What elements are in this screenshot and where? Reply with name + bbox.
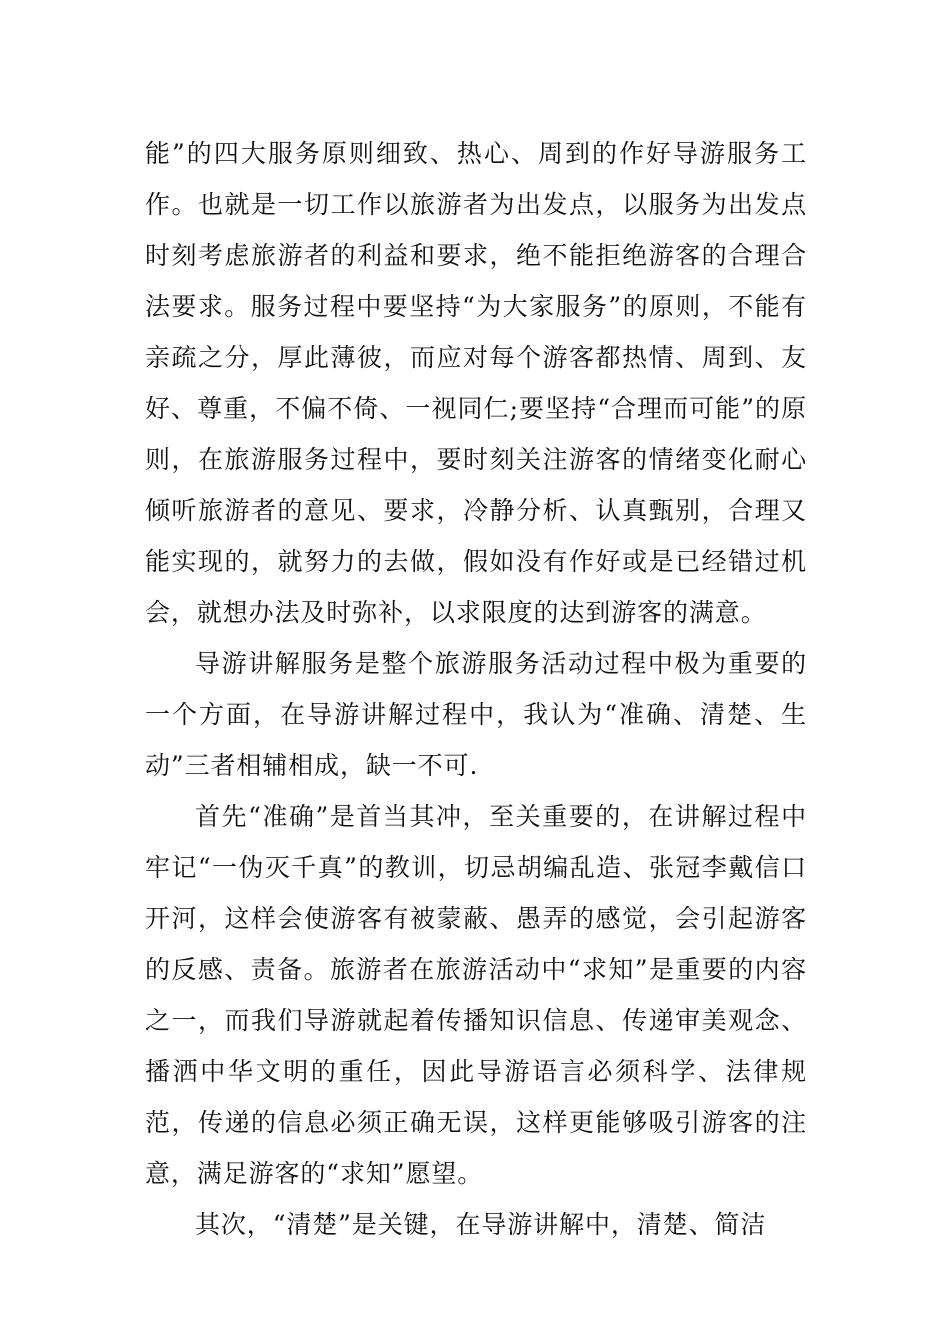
paragraph-continued: 能”的四大服务原则细致、热心、周到的作好导游服务工作。也就是一切工作以旅游者为出发点，以服务为出发点时刻考虑旅游者的利益和要求，绝不能拒绝游客的合理合法要求。服务过程中要坚持“为大家服务”的原则，不能有亲疏之分，厚此薄彼，而应对每个游客都热情、周到、友好、尊重，不偏不倚、一视同仁;要坚持“合理而可能”的原则，在旅游服务过程中，要时刻关注游客的情绪变化耐心倾听旅游者的意见、要求，冷静分析、认真甄别，合理又能实现的，就努力的去做，假如没有作好或是已经错过机会，就想办法及时弥补，以求限度的达到游客的满意。 [145, 139, 807, 627]
document-body [145, 128, 807, 1250]
paragraph-clarity: 其次，“清楚”是关键，在导游讲解中，清楚、简洁 [195, 1210, 767, 1239]
paragraph-guide-explanation: 导游讲解服务是整个旅游服务活动过程中极为重要的一个方面，在导游讲解过程中，我认为“准确、清楚、生动”三者相辅相成，缺一不可. [145, 649, 807, 780]
paragraph-accuracy: 首先“准确”是首当其冲，至关重要的，在讲解过程中牢记“一伪灭千真”的教训，切忌胡编乱造、张冠李戴信口开河，这样会使游客有被蒙蔽、愚弄的感觉，会引起游客的反感、责备。旅游者在旅游活动中“求知”是重要的内容之一，而我们导游就起着传播知识信息、传递审美观念、播洒中华文明的重任，因此导游语言必须科学、法律规范，传递的信息必须正确无误，这样更能够吸引游客的注意，满足游客的“求知”愿望。 [145, 802, 807, 1188]
